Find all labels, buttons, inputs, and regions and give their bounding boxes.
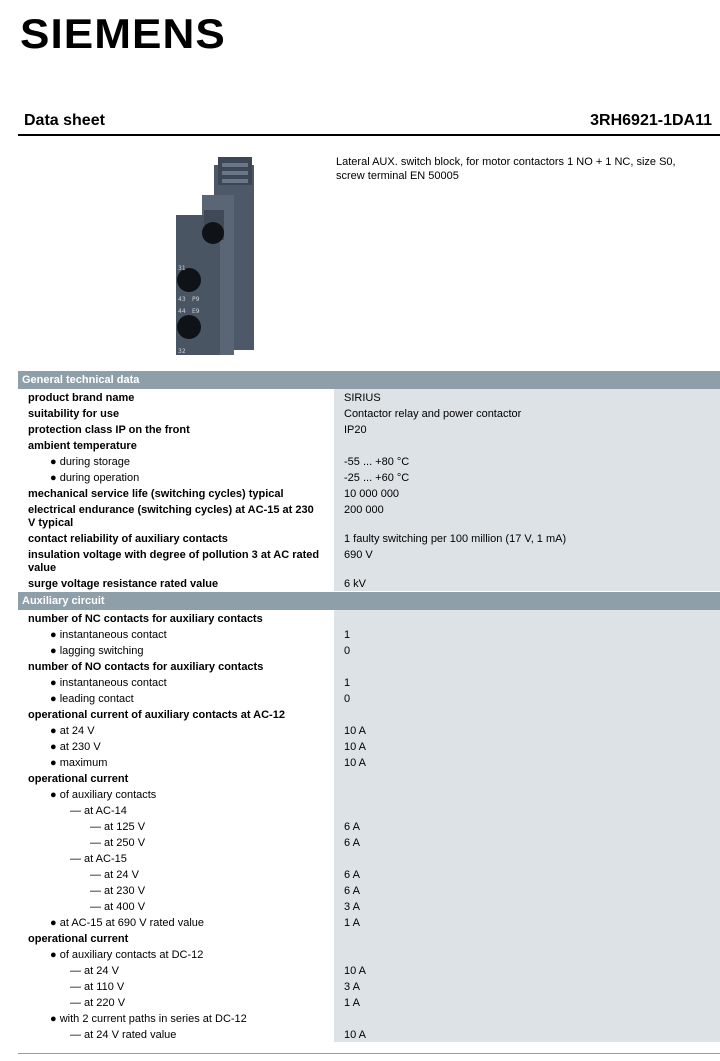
spec-value: 1: [334, 674, 720, 690]
spec-row: [18, 575, 720, 591]
spec-row: [18, 389, 720, 405]
section-header: General technical data: [18, 371, 720, 389]
terminal-label: E9: [192, 308, 200, 315]
spec-row: [18, 453, 720, 469]
spec-label: — at 24 V rated value: [70, 1029, 177, 1041]
spec-value: 6 A: [334, 866, 720, 882]
header-divider: [18, 134, 720, 136]
spec-label: ● instantaneous contact: [50, 629, 167, 641]
spec-row: [18, 786, 720, 802]
spec-value: 1 A: [334, 994, 720, 1010]
section-header: Auxiliary circuit: [18, 592, 720, 610]
spec-label: — at AC-15: [70, 853, 127, 865]
spec-value: 1: [334, 626, 720, 642]
spec-label: ● lagging switching: [50, 645, 144, 657]
spec-value: [334, 437, 720, 453]
spec-label: ● during operation: [50, 472, 140, 484]
spec-label: — at 400 V: [90, 901, 146, 913]
siemens-logo: SIEMENS: [20, 10, 226, 57]
terminal-label: 31: [178, 265, 186, 272]
spec-row: [18, 898, 720, 914]
spec-row: [18, 946, 720, 962]
spec-value: [334, 946, 720, 962]
terminal-label: P9: [192, 296, 200, 303]
spec-label: — at 230 V: [90, 885, 146, 897]
spec-label: ● of auxiliary contacts at DC-12: [50, 949, 204, 961]
spec-row: [18, 818, 720, 834]
spec-value: 6 kV: [334, 575, 720, 591]
spec-value: 10 A: [334, 722, 720, 738]
spec-value: [334, 706, 720, 722]
spec-label: ambient temperature: [28, 440, 137, 452]
spec-label: number of NC contacts for auxiliary contacts: [28, 613, 263, 625]
spec-label: ● at AC-15 at 690 V rated value: [50, 917, 205, 929]
spec-row: [18, 642, 720, 658]
spec-label: suitability for use: [28, 408, 120, 420]
spec-value: 1 A: [334, 914, 720, 930]
spec-value: [334, 1010, 720, 1026]
spec-label: number of NO contacts for auxiliary contacts: [28, 661, 264, 673]
spec-row: [18, 485, 720, 501]
spec-row: [18, 914, 720, 930]
spec-label: ● at 24 V: [50, 725, 95, 737]
spec-row: [18, 770, 720, 786]
spec-label: electrical endurance (switching cycles) at AC-15 at 230 V typical: [28, 504, 314, 529]
spec-row: [18, 834, 720, 850]
spec-row: [18, 1010, 720, 1026]
spec-label: ● during storage: [50, 456, 131, 468]
spec-value: [334, 770, 720, 786]
spec-value: 10 000 000: [334, 485, 720, 501]
spec-label: — at 220 V: [70, 997, 126, 1009]
spec-value: 6 A: [334, 882, 720, 898]
spec-label: ● of auxiliary contacts: [50, 789, 157, 801]
product-photo: [168, 155, 256, 360]
spec-row: [18, 722, 720, 738]
spec-row: [18, 546, 720, 575]
spec-label: product brand name: [28, 392, 135, 404]
spec-label: operational current of auxiliary contacts at AC-12: [28, 709, 285, 721]
spec-value: 3 A: [334, 978, 720, 994]
spec-row: [18, 1026, 720, 1042]
spec-row: [18, 978, 720, 994]
spec-row: [18, 405, 720, 421]
spec-label: ● at 230 V: [50, 741, 101, 753]
page-title: Data sheet: [24, 112, 105, 129]
terminal-label: 43: [178, 296, 186, 303]
footer-divider: [18, 1053, 720, 1054]
spec-row: [18, 421, 720, 437]
spec-label: mechanical service life (switching cycles) typical: [28, 488, 284, 500]
terminal-label: 32: [178, 348, 186, 355]
spec-value: [334, 786, 720, 802]
spec-value: 10 A: [334, 754, 720, 770]
spec-row: [18, 437, 720, 453]
spec-row: [18, 706, 720, 722]
spec-row: [18, 738, 720, 754]
spec-value: 200 000: [334, 501, 720, 530]
spec-value: 6 A: [334, 818, 720, 834]
spec-row: [18, 658, 720, 674]
spec-label: operational current: [28, 933, 129, 945]
spec-row: [18, 754, 720, 770]
spec-label: surge voltage resistance rated value: [28, 578, 219, 590]
spec-table: [18, 370, 720, 1042]
spec-value: [334, 930, 720, 946]
spec-label: — at AC-14: [70, 805, 127, 817]
spec-label: insulation voltage with degree of pollution 3 at AC rated value: [28, 549, 320, 574]
spec-label: protection class IP on the front: [28, 424, 190, 436]
spec-label: — at 24 V: [90, 869, 139, 881]
spec-label: ● with 2 current paths in series at DC-12: [50, 1013, 247, 1025]
terminal-label: 44: [178, 308, 186, 315]
spec-value: 1 faulty switching per 100 million (17 V, 1 mA): [334, 530, 720, 546]
spec-value: [334, 850, 720, 866]
spec-row: [18, 674, 720, 690]
product-description: Lateral AUX. switch block, for motor contactors 1 NO + 1 NC, size S0, screw terminal EN 50005: [336, 156, 676, 182]
spec-row: [18, 930, 720, 946]
spec-value: 3 A: [334, 898, 720, 914]
spec-row: [18, 802, 720, 818]
spec-value: 10 A: [334, 962, 720, 978]
spec-label: ● instantaneous contact: [50, 677, 167, 689]
spec-value: 10 A: [334, 1026, 720, 1042]
spec-value: -25 ... +60 °C: [334, 469, 720, 485]
spec-row: [18, 610, 720, 626]
spec-label: — at 125 V: [90, 821, 146, 833]
spec-row: [18, 962, 720, 978]
product-number: 3RH6921-1DA11: [590, 112, 712, 129]
spec-row: [18, 530, 720, 546]
spec-value: [334, 802, 720, 818]
spec-value: 6 A: [334, 834, 720, 850]
spec-label: — at 250 V: [90, 837, 146, 849]
spec-row: [18, 866, 720, 882]
spec-row: [18, 994, 720, 1010]
spec-row: [18, 882, 720, 898]
spec-label: contact reliability of auxiliary contacts: [28, 533, 228, 545]
spec-value: Contactor relay and power contactor: [334, 405, 720, 421]
spec-row: [18, 469, 720, 485]
spec-value: SIRIUS: [334, 389, 720, 405]
spec-label: ● maximum: [50, 757, 108, 769]
spec-value: 10 A: [334, 738, 720, 754]
spec-row: [18, 690, 720, 706]
spec-label: operational current: [28, 773, 129, 785]
spec-row: [18, 850, 720, 866]
spec-label: — at 24 V: [70, 965, 119, 977]
spec-row: [18, 501, 720, 530]
spec-value: [334, 610, 720, 626]
spec-row: [18, 626, 720, 642]
spec-value: IP20: [334, 421, 720, 437]
spec-value: [334, 658, 720, 674]
spec-value: 0: [334, 690, 720, 706]
spec-value: -55 ... +80 °C: [334, 453, 720, 469]
spec-label: ● leading contact: [50, 693, 134, 705]
spec-value: 0: [334, 642, 720, 658]
spec-label: — at 110 V: [70, 981, 125, 993]
spec-value: 690 V: [334, 546, 720, 575]
